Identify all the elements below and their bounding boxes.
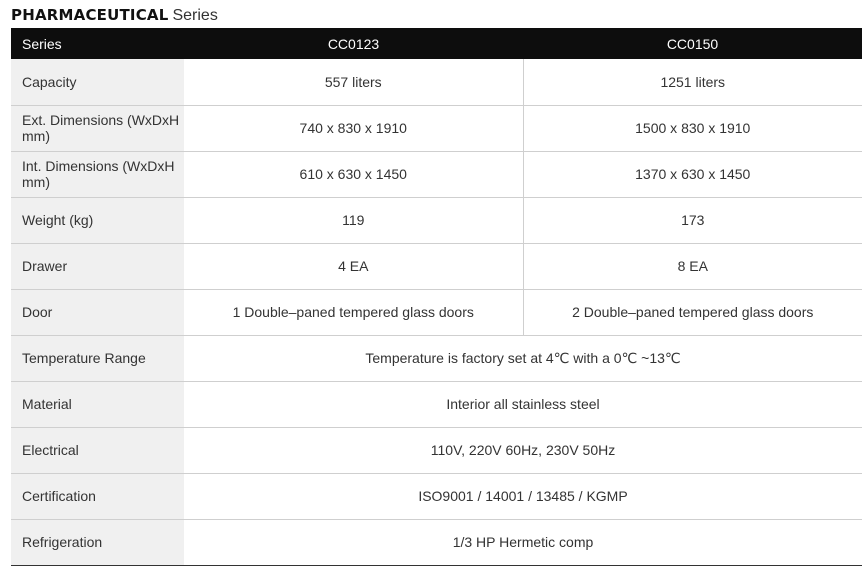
header-model-cc0123: CC0123: [327, 35, 380, 52]
title-rest: Series: [172, 7, 218, 24]
row-label-capacity: Capacity: [11, 59, 184, 105]
table-row: [11, 427, 862, 473]
cell-ext-dimensions-cc0150: 1500 x 830 x 1910: [635, 120, 751, 136]
cell-temperature-range: Temperature is factory set at 4℃ with a 0℃ ~13℃: [365, 350, 681, 366]
row-label-door: Door: [11, 289, 184, 335]
spec-table: [11, 28, 862, 566]
table-row: [11, 59, 862, 105]
cell-door-cc0150: 2 Double–paned tempered glass doors: [572, 304, 814, 320]
cell-material: Interior all stainless steel: [446, 396, 600, 412]
header-series: Series: [22, 35, 62, 52]
row-label-temperature-range: Temperature Range: [11, 335, 184, 381]
cell-electrical: 110V, 220V 60Hz, 230V 50Hz: [430, 442, 616, 458]
row-label-certification: Certification: [11, 473, 184, 519]
row-label-ext-dimensions: Ext. Dimensions (WxDxH mm): [11, 105, 184, 151]
cell-int-dimensions-cc0150: 1370 x 630 x 1450: [635, 166, 751, 182]
cell-drawer-cc0150: 8 EA: [677, 258, 708, 274]
cell-int-dimensions-cc0123: 610 x 630 x 1450: [184, 151, 523, 197]
table-header-row: [11, 28, 862, 59]
cell-weight-cc0150: 173: [681, 212, 705, 228]
table-row: [11, 519, 862, 565]
cell-door-cc0123: 1 Double–paned tempered glass doors: [184, 289, 523, 335]
table-row: [11, 197, 862, 243]
table-row: [11, 335, 862, 381]
table-row: [11, 105, 862, 151]
table-row: [11, 243, 862, 289]
row-label-refrigeration: Refrigeration: [11, 519, 184, 565]
cell-certification: ISO9001 / 14001 / 13485 / KGMP: [418, 488, 628, 504]
table-row: [11, 151, 862, 197]
cell-capacity-cc0150: 1251 liters: [660, 73, 726, 90]
cell-capacity-cc0123: 557 liters: [184, 59, 523, 105]
row-label-electrical: Electrical: [11, 427, 184, 473]
cell-refrigeration: 1/3 HP Hermetic comp: [452, 534, 594, 550]
row-label-weight: Weight (kg): [11, 197, 184, 243]
table-row: [11, 289, 862, 335]
cell-drawer-cc0123: 4 EA: [184, 243, 523, 289]
cell-ext-dimensions-cc0123: 740 x 830 x 1910: [184, 105, 523, 151]
table-row: [11, 473, 862, 519]
title-bold: PHARMACEUTICAL: [11, 6, 169, 24]
row-label-material: Material: [11, 381, 184, 427]
cell-weight-cc0123: 119: [184, 197, 523, 243]
page-title: [11, 4, 218, 26]
row-label-drawer: Drawer: [11, 243, 184, 289]
row-label-int-dimensions: Int. Dimensions (WxDxH mm): [11, 151, 184, 197]
table-row: [11, 381, 862, 427]
header-model-cc0150: CC0150: [666, 35, 719, 52]
